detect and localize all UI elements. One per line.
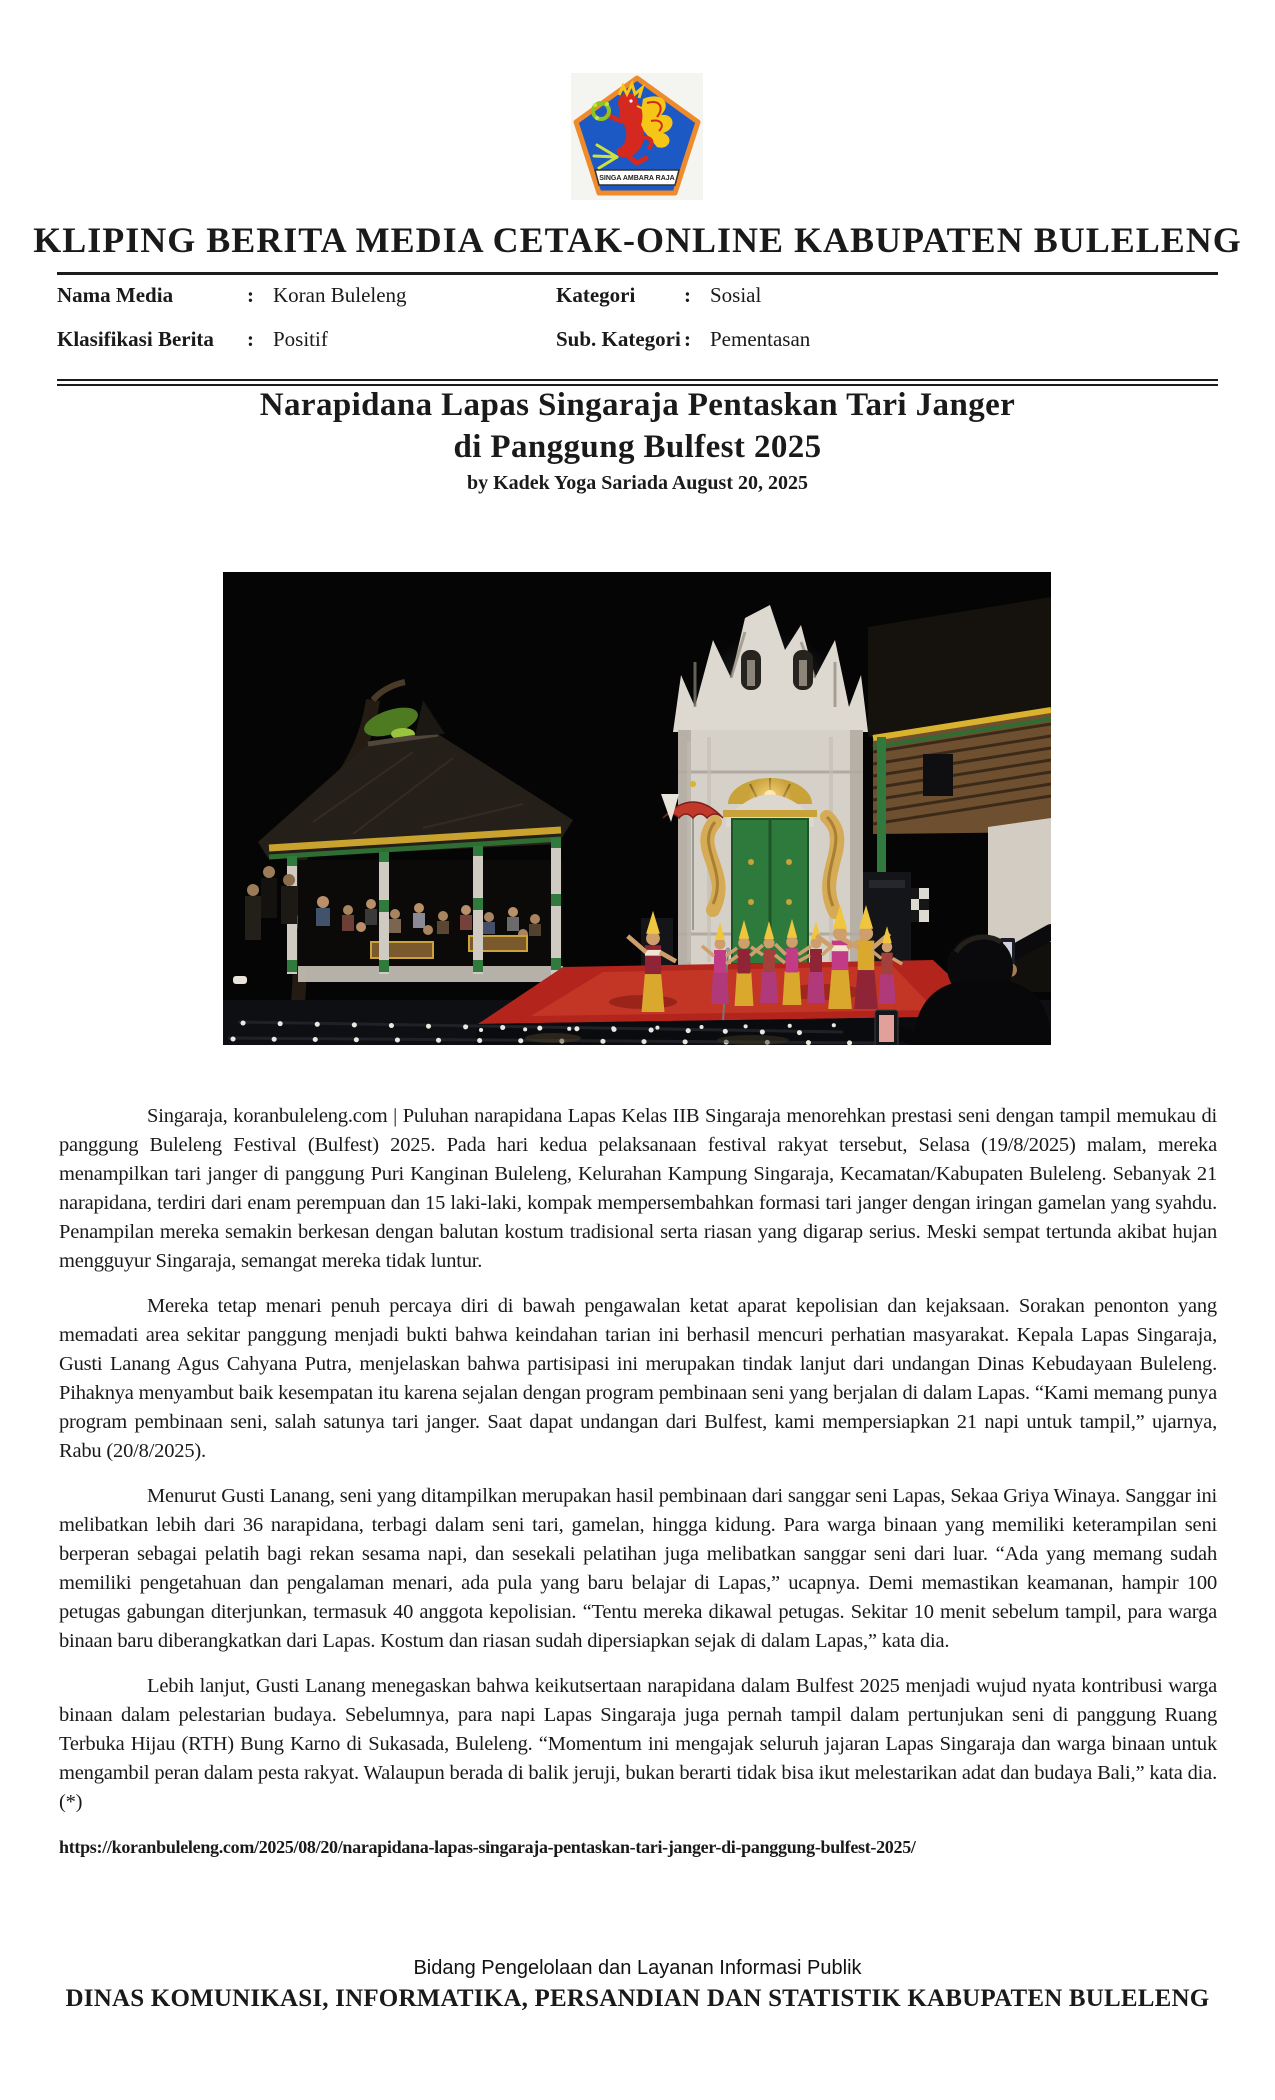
meta-colon: : (684, 283, 691, 307)
meta-value: Pementasan (710, 327, 811, 351)
page-title: KLIPING BERITA MEDIA CETAK-ONLINE KABUPATEN BULELENG (33, 220, 1242, 260)
source-url-link[interactable]: https://koranbuleleng.com/2025/08/20/narapidana-lapas-singaraja-pentaskan-tari-janger-di-panggung-bulfest-2025/ (59, 1837, 916, 1857)
article-title-line1: Narapidana Lapas Singaraja Pentaskan Tari Janger (259, 387, 1016, 423)
article-title-line2: di Panggung Bulfest 2025 (453, 429, 822, 465)
crest-banner-text: SINGA AMBARA RAJA (599, 175, 675, 182)
paragraph-1: Singaraja, koranbuleleng.com | Puluhan narapidana Lapas Kelas IIB Singaraja menorehkan prestasi seni dengan tampil memukau di panggung Buleleng Festival (Bulfest) 2025. Pada hari kedua pelaksanaan festival rakyat tersebut, Selasa (19/8/2025) malam, mereka menampilkan tari janger di panggung Puri Kanginan Buleleng, Kelurahan Kampung Singaraja, Kecamatan/Kabupaten Buleleng. Sebanyak 21 narapidana, terdiri dari enam perempuan dan 15 laki-laki, kompak mempersembahkan formasi tari janger dengan iringan gamelan yang syahdu. Penampilan mereka semakin berkesan dengan balutan kostum tradisional serta riasan yang digarap serius. Meski sempat tertunda akibat hujan mengguyur Singaraja, semangat mereka tidak luntur. (59, 1105, 1217, 1272)
meta-colon: : (684, 327, 691, 351)
pentagon-crest-icon (571, 73, 703, 200)
meta-colon: : (247, 327, 254, 351)
poleng-cloth (909, 888, 929, 922)
meta-value: Sosial (710, 283, 762, 307)
meta-row-kategori (556, 283, 1218, 327)
meta-row-klasifikasi (57, 327, 556, 371)
buleleng-crest-logo (571, 73, 703, 200)
footer-division: Bidang Pengelolaan dan Layanan Informasi Publik (413, 1957, 862, 1979)
meta-label: Nama Media (57, 283, 174, 307)
meta-row-nama-media (57, 283, 556, 327)
night-performance-photo (223, 572, 1051, 1045)
article-byline: by Kadek Yoga Sariada August 20, 2025 (467, 472, 808, 494)
footer-agency: DINAS KOMUNIKASI, INFORMATIKA, PERSANDIAN DAN STATISTIK KABUPATEN BULELENG (65, 1985, 1210, 2012)
paragraph-2: Mereka tetap menari penuh percaya diri di bawah pengawalan ketat aparat kepolisian dan kejaksaan. Sorakan penonton yang memadati area sekitar panggung menjadi bukti bahwa keindahan tarian ini berhasil mencuri perhatian masyarakat. Kepala Lapas Singaraja, Gusti Lanang Agus Cahyana Putra, menjelaskan bahwa partisipasi ini merupakan tindak lanjut dari undangan Dinas Kebudayaan Buleleng. Pihaknya menyambut baik kesempatan itu karena sejalan dengan program pembinaan seni yang berjalan di dalam Lapas. “Kami memang punya program pembinaan seni, salah satunya tari janger. Saat dapat undangan dari Bulfest, kami mempersiapkan 21 napi untuk tampil,” ujarnya, Rabu (20/8/2025). (59, 1295, 1217, 1462)
article-body (59, 1102, 1217, 1862)
meta-row-sub-kategori (556, 327, 1218, 371)
article-header (0, 384, 1275, 495)
paragraph-3: Menurut Gusti Lanang, seni yang ditampilkan merupakan hasil pembinaan dari sanggar seni Lapas, Sekaa Griya Winaya. Sanggar ini melibatkan lebih dari 36 narapidana, terbagi dalam seni tari, gamelan, hingga kidung. Para warga binaan yang memiliki keterampilan seni berperan sebagai pelatih bagi rekan sesama napi, dan sesekali pelatihan juga melibatkan sanggar seni dari luar. “Ada yang memang sudah memiliki pengetahuan dan pengalaman menari, ada pula yang baru belajar di Lapas,” ucapnya. Demi memastikan keamanan, hampir 100 petugas gabungan diterjunkan, termasuk 40 anggota kepolisian. “Tentu mereka dikawal petugas. Sekitar 10 menit sebelum tampil, para warga binaan baru diberangkatkan dari Lapas. Kostum dan riasan sudah dipersiapkan sejak di dalam Lapas,” kata dia. (59, 1485, 1217, 1652)
meta-colon: : (247, 283, 254, 307)
article-photo (223, 572, 1051, 1045)
meta-value: Positif (273, 327, 328, 351)
page-footer (0, 1957, 1275, 2013)
meta-table (57, 272, 1218, 386)
meta-label: Klasifikasi Berita (57, 327, 214, 351)
meta-label: Kategori (556, 283, 636, 307)
meta-value: Koran Buleleng (273, 283, 407, 307)
meta-label: Sub. Kategori (556, 327, 681, 351)
paragraph-4: Lebih lanjut, Gusti Lanang menegaskan bahwa keikutsertaan narapidana dalam Bulfest 2025 menjadi wujud nyata kontribusi warga binaan dalam pelestarian budaya. Sebelumnya, para napi Lapas Singaraja juga pernah tampil dalam pertunjukan seni di panggung Ruang Terbuka Hijau (RTH) Bung Karno di Sukasada, Buleleng. “Momentum ini mengajak seluruh jajaran Lapas Singaraja dan warga binaan untuk mengambil peran dalam pesta rakyat. Walaupun berada di balik jeruji, bukan berarti tidak bisa ikut melestarikan adat dan budaya Bali,” kata dia.(*) (59, 1675, 1217, 1813)
